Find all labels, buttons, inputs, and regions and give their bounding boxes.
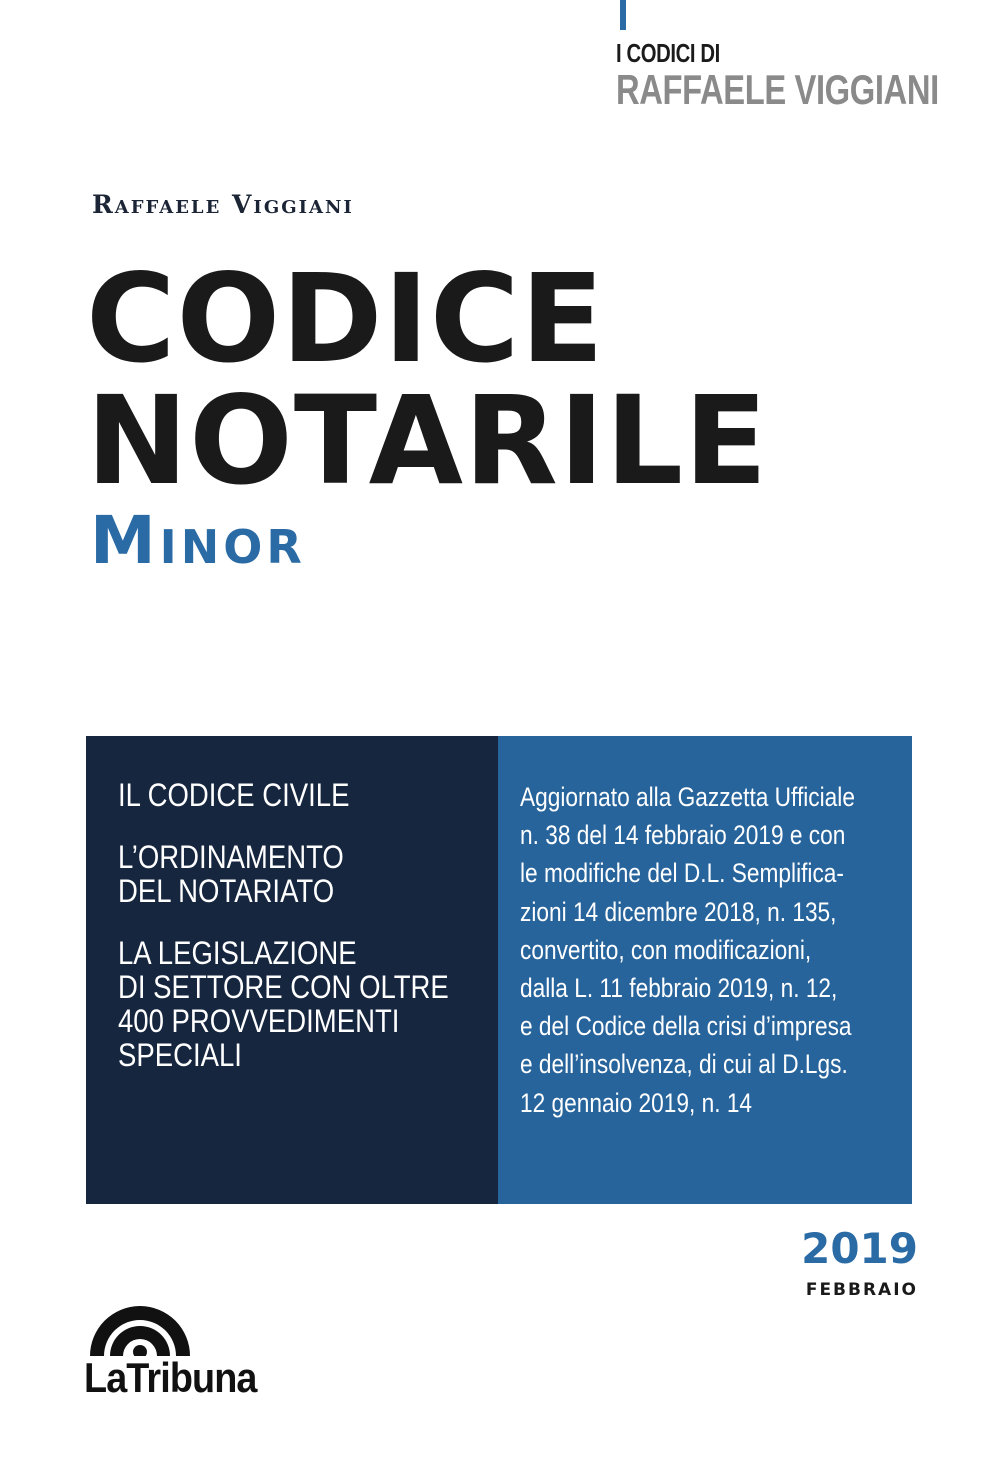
book-subtitle: Minor bbox=[90, 502, 306, 579]
series-author-name: RAFFAELE VIGGIANI bbox=[616, 66, 939, 113]
update-note-line: convertito, con modificazioni, bbox=[520, 934, 812, 965]
contents-list bbox=[118, 778, 488, 1100]
contents-item bbox=[118, 778, 436, 812]
update-note-line: zioni 14 dicembre 2018, n. 135, bbox=[520, 896, 837, 927]
contents-item-line: L’ORDINAMENTO bbox=[118, 839, 344, 875]
series-accent-bar bbox=[620, 0, 626, 30]
contents-item-line: SPECIALI bbox=[118, 1037, 242, 1073]
contents-item-line: DI SETTORE CON OLTRE bbox=[118, 969, 449, 1005]
update-note-line: le modifiche del D.L. Semplifica- bbox=[520, 858, 844, 889]
book-title-line-1: CODICE bbox=[86, 248, 605, 390]
series-label: I CODICI DI bbox=[616, 38, 720, 68]
update-note-line: Aggiornato alla Gazzetta Ufficiale bbox=[520, 782, 855, 812]
update-note-line: e dell’insolvenza, di cui al D.Lgs. bbox=[520, 1049, 848, 1080]
update-note-line: n. 38 del 14 febbraio 2019 e con bbox=[520, 820, 846, 851]
author-name: Raffaele Viggiani bbox=[92, 190, 354, 219]
arcs-logo-icon bbox=[84, 1298, 196, 1361]
update-note-line: dalla L. 11 febbraio 2019, n. 12, bbox=[520, 973, 838, 1004]
contents-item-line: DEL NOTARIATO bbox=[118, 873, 335, 909]
update-note bbox=[520, 778, 906, 1122]
update-note-line: e del Codice della crisi d’impresa bbox=[520, 1011, 852, 1042]
edition-month: FEBBRAIO bbox=[805, 1280, 918, 1300]
edition-year: 2019 bbox=[801, 1224, 918, 1273]
contents-item bbox=[118, 840, 436, 908]
contents-item-line: 400 PROVVEDIMENTI bbox=[118, 1003, 400, 1039]
contents-item-line: IL CODICE CIVILE bbox=[118, 777, 350, 813]
contents-item-line: LA LEGISLAZIONE bbox=[118, 935, 357, 971]
contents-item bbox=[118, 935, 449, 1073]
update-note-line: 12 gennaio 2019, n. 14 bbox=[520, 1087, 753, 1118]
book-title-line-2: NOTARILE bbox=[86, 370, 769, 512]
publisher-name: LaTribuna bbox=[84, 1354, 257, 1401]
